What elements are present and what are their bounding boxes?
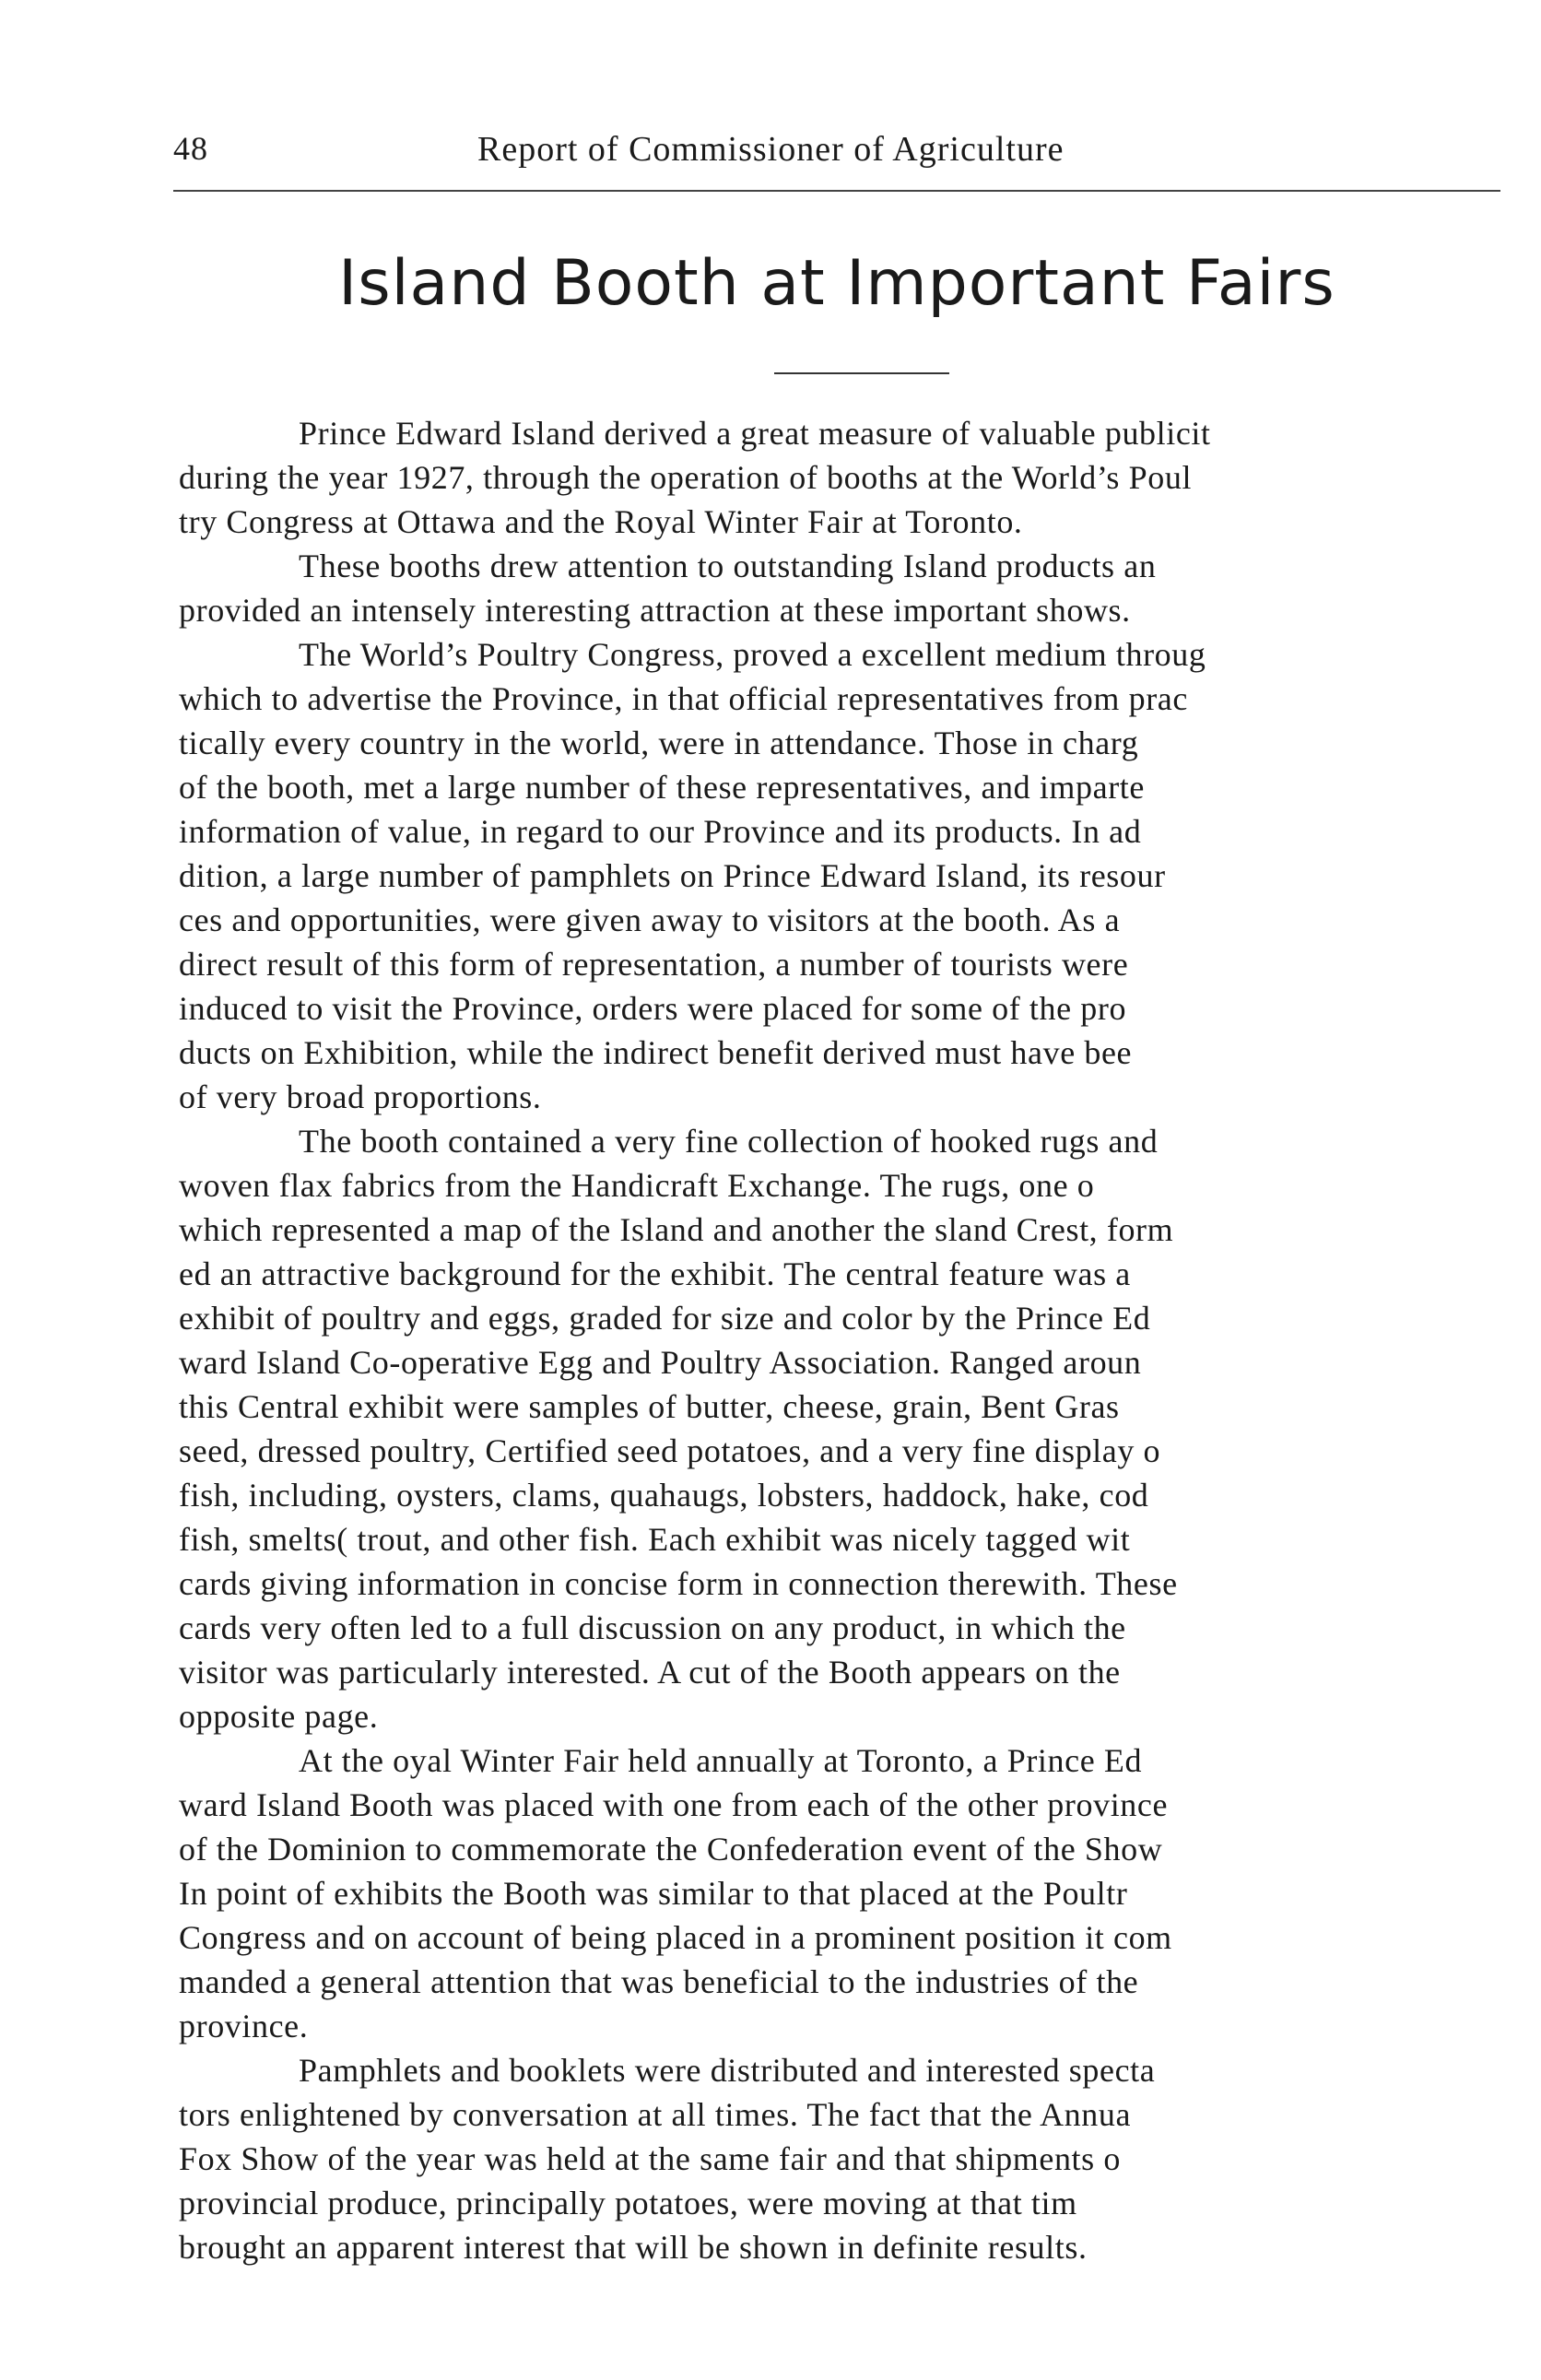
body-line: dition, a large number of pamphlets on Prince Edward Island, its resour [179, 857, 1166, 894]
body-line: province. [179, 2008, 309, 2044]
body-line: information of value, in regard to our Province and its products. In ad [179, 813, 1142, 850]
body-line: which represented a map of the Island and another the sland Crest, form [179, 1211, 1174, 1248]
body-line: manded a general attention that was beneficial to the industries of the [179, 1963, 1139, 2000]
body-line: The booth contained a very fine collection of hooked rugs and [299, 1123, 1159, 1160]
header-rule [173, 190, 1500, 192]
body-line: this Central exhibit were samples of butter, cheese, grain, Bent Gras [179, 1388, 1120, 1425]
body-line: These booths drew attention to outstanding Island products an [299, 548, 1157, 584]
body-line: ed an attractive background for the exhibit. The central feature was a [179, 1255, 1131, 1292]
body-line: tors enlightened by conversation at all times. The fact that the Annua [179, 2096, 1132, 2133]
body-line: brought an apparent interest that will be shown in definite results. [179, 2229, 1088, 2266]
body-line: opposite page. [179, 1698, 379, 1735]
body-line: In point of exhibits the Booth was similar to that placed at the Poultr [179, 1875, 1128, 1912]
body-line: ces and opportunities, were given away to visitors at the booth. As a [179, 901, 1121, 938]
body-line: tically every country in the world, were in attendance. Those in charg [179, 725, 1139, 761]
body-line: provided an intensely interesting attraction at these important shows. [179, 592, 1131, 629]
body-line: exhibit of poultry and eggs, graded for size and color by the Prince Ed [179, 1300, 1151, 1337]
article-body [179, 411, 1541, 2301]
body-line: The World’s Poultry Congress, proved a excellent medium throug [299, 636, 1206, 673]
body-line: Congress and on account of being placed in a prominent position it com [179, 1919, 1172, 1956]
page-header [173, 129, 1500, 184]
body-line: fish, including, oysters, clams, quahaugs, lobsters, haddock, hake, cod [179, 1477, 1149, 1514]
body-line: which to advertise the Province, in that official representatives from prac [179, 680, 1188, 717]
body-line: of the booth, met a large number of these representatives, and imparte [179, 769, 1145, 806]
body-line: during the year 1927, through the operation of booths at the World’s Poul [179, 459, 1193, 496]
title-rule [774, 372, 949, 374]
body-line: At the oyal Winter Fair held annually at Toronto, a Prince Ed [299, 1742, 1143, 1779]
body-line: provincial produce, principally potatoes, were moving at that tim [179, 2185, 1077, 2221]
body-line: cards giving information in concise form in connection therewith. These [179, 1565, 1178, 1602]
body-line: seed, dressed poultry, Certified seed potatoes, and a very fine display o [179, 1432, 1161, 1469]
body-line: Pamphlets and booklets were distributed and interested specta [299, 2052, 1156, 2089]
page-number: 48 [173, 130, 208, 167]
body-line: direct result of this form of representation, a number of tourists were [179, 946, 1129, 983]
body-line: fish, smelts( trout, and other fish. Each exhibit was nicely tagged wit [179, 1521, 1131, 1558]
body-line: ward Island Co-operative Egg and Poultry Association. Ranged aroun [179, 1344, 1142, 1381]
body-line: of very broad proportions. [179, 1078, 542, 1115]
body-line: Fox Show of the year was held at the same fair and that shipments o [179, 2140, 1121, 2177]
running-head: Report of Commissioner of Agriculture [477, 130, 1065, 169]
body-line: of the Dominion to commemorate the Confederation event of the Show [179, 1831, 1163, 1867]
body-line: ducts on Exhibition, while the indirect benefit derived must have bee [179, 1034, 1133, 1071]
body-line: try Congress at Ottawa and the Royal Winter Fair at Toronto. [179, 503, 1023, 540]
body-line: ward Island Booth was placed with one from each of the other province [179, 1786, 1169, 1823]
body-line: induced to visit the Province, orders were placed for some of the pro [179, 990, 1127, 1027]
body-line: cards very often led to a full discussion on any product, in which the [179, 1609, 1126, 1646]
body-line: visitor was particularly interested. A cut of the Booth appears on the [179, 1654, 1121, 1691]
body-line: Prince Edward Island derived a great measure of valuable publicit [299, 415, 1211, 452]
article-title: Island Booth at Important Fairs [338, 247, 1335, 320]
body-line: woven flax fabrics from the Handicraft Exchange. The rugs, one o [179, 1167, 1095, 1204]
